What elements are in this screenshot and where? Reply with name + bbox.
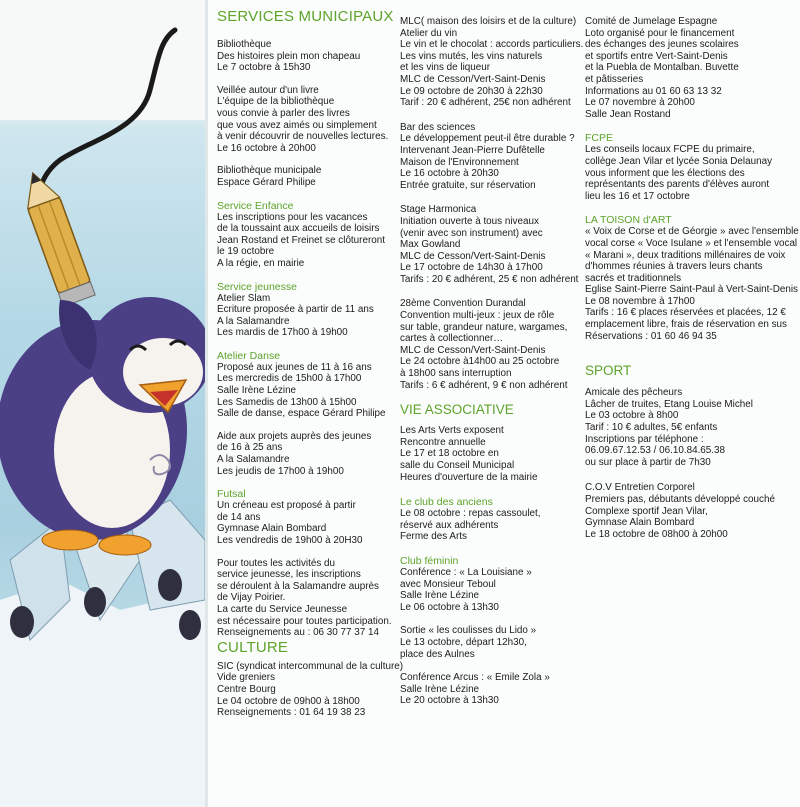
text-line: Inscriptions par téléphone :	[585, 433, 704, 445]
text-line: Salle Irène Lézine	[217, 385, 297, 397]
subheading-atelier-danse: Atelier Danse	[217, 349, 281, 362]
text-line: A la Salamandre	[217, 454, 290, 466]
item-futsal	[217, 488, 395, 546]
text-line: sacrés et traditionnels	[585, 272, 682, 284]
text-line: vous informent que les élections des	[585, 167, 745, 179]
text-line: Des histoires plein mon chapeau	[217, 50, 361, 62]
item-bibliotheque	[217, 39, 395, 74]
text-line: place des Aulnes	[400, 648, 475, 660]
item-service-enfance	[217, 200, 395, 270]
item-club-feminin	[400, 555, 580, 613]
text-line: Salle de danse, espace Gérard Philipe	[217, 408, 386, 420]
subheading-club-feminin: Club féminin	[400, 554, 459, 567]
item-club-des-anciens	[400, 496, 580, 543]
item-stage-harmonica	[400, 204, 580, 285]
text-line: de 16 à 25 ans	[217, 442, 283, 454]
text-line: Gymnase Alain Bombard	[217, 523, 327, 535]
item-sic	[217, 660, 404, 719]
text-line: que vous avez aimés ou simplement	[217, 119, 377, 131]
text-line: Espace Gérard Philipe	[217, 176, 316, 188]
text-line: Proposé aux jeunes de 11 à 16 ans	[217, 361, 372, 373]
text-line: Loto organisé pour le financement	[585, 27, 735, 39]
text-line: Convention multi-jeux : jeux de rôle	[400, 310, 555, 322]
subheading-service-enfance: Service Enfance	[217, 199, 294, 212]
section-title-culture: CULTURE	[217, 638, 289, 656]
item-arts-verts	[400, 425, 580, 483]
text-line: ou sur place à partir de 7h30	[585, 456, 711, 468]
text-line: Les Samedis de 13h00 à 15h00	[217, 396, 357, 408]
text-line: MLC( maison des loisirs et de la culture)	[400, 16, 577, 27]
text-line: Eglise Saint-Pierre Saint-Paul à Vert-Saint-Denis	[585, 284, 798, 296]
text-line: (venir avec son instrument) avec	[400, 227, 543, 239]
text-line: représentants des parents d'élèves auront	[585, 179, 770, 191]
subheading-toison-dart: LA TOISON d'ART	[585, 214, 672, 227]
text-line: Amicale des pêcheurs	[585, 387, 683, 399]
text-line: Gymnase Alain Bombard	[585, 517, 695, 529]
text-line: Salle Irène Lézine	[400, 590, 480, 602]
text-line: Max Gowland	[400, 239, 461, 251]
text-line: de la toussaint aux accueils de loisirs	[217, 223, 380, 235]
item-inscriptions-jeunesse	[217, 558, 395, 639]
text-line: d'hommes réunies à travers leurs chants	[585, 261, 763, 273]
text-line: service jeunesse, les inscriptions	[217, 569, 361, 581]
text-line: Tarifs : 20 € adhérent, 25 € non adhérent	[400, 273, 579, 285]
text-line: Jean Rostand et Freinet se clôtureront	[217, 234, 385, 246]
text-line: le 19 octobre	[217, 246, 275, 258]
text-line: Le 17 octobre de 14h30 à 17h00	[400, 262, 543, 274]
text-line: MLC de Cesson/Vert-Saint-Denis	[400, 344, 546, 356]
text-line: « Voix de Corse et de Géorgie » avec l'ensemble	[585, 226, 799, 238]
text-line: Les mardis de 17h00 à 19h00	[217, 327, 348, 339]
text-line: Les conseils locaux FCPE du primaire,	[585, 144, 755, 156]
text-line: Premiers pas, débutants développé couché	[585, 494, 775, 505]
text-line: L'équipe de la bibliothèque	[217, 96, 335, 108]
text-line: à venir découvrir de nouvelles lectures.	[217, 131, 389, 143]
text-line: Le 17 et 18 octobre en	[400, 448, 499, 460]
text-line: La carte du Service Jeunesse	[217, 603, 348, 615]
text-line: Les inscriptions pour les vacances	[217, 211, 368, 223]
subheading-club-des-anciens: Le club des anciens	[400, 496, 493, 509]
text-line: et la Puebla de Montalban. Buvette	[585, 62, 739, 74]
text-line: Conférence Arcus : « Emile Zola »	[400, 672, 550, 684]
text-line: Lâcher de truites, Etang Louise Michel	[585, 398, 753, 410]
text-line: Le 18 octobre de 08h00 à 20h00	[585, 528, 728, 540]
text-line: Tarif : 20 € adhérent, 25€ non adhérent	[400, 97, 571, 109]
text-line: Le 16 octobre à 20h00	[217, 142, 316, 154]
text-line: Ecriture proposée à partir de 11 ans	[217, 304, 374, 316]
text-line: Le 13 octobre, départ 12h30,	[400, 636, 527, 648]
item-sortie-lido	[400, 625, 580, 660]
text-line: Le 07 novembre à 20h00	[585, 97, 695, 109]
text-line: Les jeudis de 17h00 à 19h00	[217, 465, 344, 477]
text-line: Tarif : 10 € adultes, 5€ enfants	[585, 422, 718, 434]
text-line: Informations au 01 60 63 13 32	[585, 85, 722, 97]
text-line: 28ème Convention Durandal	[400, 298, 526, 310]
text-line: Le 20 octobre à 13h30	[400, 695, 499, 707]
text-line: MLC de Cesson/Vert-Saint-Denis	[400, 73, 546, 85]
text-line: Stage Harmonica	[400, 204, 477, 216]
text-line: Tarifs : 16 € places réservées et placées, 12 €	[585, 307, 786, 319]
item-amicale-pecheurs	[585, 387, 795, 468]
text-line: Le 06 octobre à 13h30	[400, 601, 499, 613]
item-conference-arcus	[400, 672, 580, 707]
item-mlc-atelier-vin	[400, 16, 584, 109]
text-line: Le 7 octobre à 15h30	[217, 62, 311, 74]
item-convention-durandal	[400, 298, 580, 391]
item-atelier-danse	[217, 350, 395, 420]
text-line: Centre Bourg	[217, 683, 276, 695]
text-line: A la régie, en mairie	[217, 257, 305, 269]
text-line: Conférence : « La Louisiane »	[400, 566, 532, 578]
text-line: Entrée gratuite, sur réservation	[400, 179, 536, 191]
text-line: de Vijay Poirier.	[217, 592, 286, 604]
subheading-fcpe: FCPE	[585, 132, 614, 145]
text-line: et les vins de liqueur	[400, 62, 491, 74]
column-culture-associations	[400, 16, 584, 707]
text-line: Sortie « les coulisses du Lido »	[400, 625, 537, 637]
text-line: Les mercredis de 15h00 à 17h00	[217, 373, 362, 385]
item-comite-jumelage	[585, 16, 795, 120]
text-line: Bibliothèque	[217, 39, 272, 50]
text-line: Comité de Jumelage Espagne	[585, 16, 718, 27]
text-line: Le 04 octobre de 09h00 à 18h00	[217, 695, 360, 707]
text-line: Le 03 octobre à 8h00	[585, 410, 679, 422]
text-line: Maison de l'Environnement	[400, 156, 519, 168]
text-line: Renseignements au : 06 30 77 37 14	[217, 627, 379, 639]
text-line: Le 08 novembre à 17h00	[585, 295, 695, 307]
item-bar-des-sciences	[400, 122, 580, 192]
section-title-services-municipaux: SERVICES MUNICIPAUX	[217, 8, 394, 25]
item-bibliotheque-municipale	[217, 165, 395, 188]
text-line: Bibliothèque municipale	[217, 165, 322, 177]
penguin-illustration	[0, 0, 205, 807]
text-line: Initiation ouverte à tous niveaux	[400, 215, 539, 227]
text-line: Salle Irène Lézine	[400, 683, 480, 695]
text-line: Les vendredis de 19h00 à 20H30	[217, 535, 363, 546]
text-line: Le 09 octobre de 20h30 à 22h30	[400, 85, 543, 97]
text-line: sur table, grandeur nature, wargames,	[400, 321, 568, 333]
text-line: Renseignements : 01 64 19 38 23	[217, 707, 366, 719]
item-service-jeunesse	[217, 281, 395, 339]
text-line: Le vin et le chocolat : accords particuliers.	[400, 39, 584, 51]
text-line: Heures d'ouverture de la mairie	[400, 471, 538, 483]
text-line: 06.09.67.12.53 / 06.10.84.65.38	[585, 445, 726, 457]
text-line: Bar des sciences	[400, 121, 476, 133]
text-line: vous convie à parler des livres	[217, 107, 350, 119]
text-line: Aide aux projets auprès des jeunes	[217, 430, 372, 442]
subheading-service-jeunesse: Service jeunesse	[217, 280, 297, 293]
text-line: à 18h00 sans interruption	[400, 368, 512, 380]
section-title-sport: SPORT	[585, 363, 632, 379]
text-line: est nécessaire pour toutes participation.	[217, 615, 392, 627]
text-line: réservé aux adhérents	[400, 519, 499, 531]
text-line: Réservations : 01 60 46 94 35	[585, 330, 717, 342]
text-line: Veillée autour d'un livre	[217, 84, 319, 96]
text-line: lieu les 16 et 17 octobre	[585, 190, 690, 202]
column-divider	[205, 0, 208, 807]
text-line: Atelier du vin	[400, 27, 458, 39]
item-toison-dart	[585, 214, 799, 342]
text-line: Le développement peut-il être durable ?	[400, 133, 575, 145]
text-line: Tarifs : 6 € adhérent, 9 € non adhérent	[400, 379, 568, 391]
column-associations-sport	[585, 16, 799, 540]
text-line: avec Monsieur Teboul	[400, 578, 496, 590]
text-line: Le 16 octobre à 20h30	[400, 168, 499, 180]
text-line: vocal corse « Voce Isulane » et l'ensemble vocal	[585, 237, 798, 249]
text-line: se déroulent à la Salamandre auprès	[217, 580, 379, 592]
text-line: Les Arts Verts exposent	[400, 425, 504, 437]
text-line: Les vins mutés, les vins naturels	[400, 50, 543, 62]
text-line: Atelier Slam	[217, 292, 271, 304]
item-veillee	[217, 85, 395, 155]
section-title-vie-associative: VIE ASSOCIATIVE	[400, 402, 514, 418]
text-line: Le 08 octobre : repas cassoulet,	[400, 508, 541, 520]
item-cov	[585, 482, 795, 540]
text-line: Rencontre annuelle	[400, 436, 486, 448]
column-services-culture	[217, 8, 404, 719]
text-line: SIC (syndicat intercommunal de la culture)	[217, 660, 404, 672]
text-line: des échanges des jeunes scolaires	[585, 39, 739, 51]
text-line: C.O.V Entretien Corporel	[585, 482, 695, 494]
item-fcpe	[585, 132, 795, 202]
text-line: Ferme des Arts	[400, 531, 467, 543]
text-line: Vide greniers	[217, 672, 276, 684]
text-line: et pâtisseries	[585, 73, 644, 85]
text-line: et sportifs entre Vert-Saint-Denis	[585, 50, 728, 62]
text-line: Un créneau est proposé à partir	[217, 500, 356, 512]
subheading-futsal: Futsal	[217, 488, 246, 501]
text-line: A la Salamandre	[217, 315, 290, 327]
text-line: MLC de Cesson/Vert-Saint-Denis	[400, 250, 546, 262]
text-line: salle du Conseil Municipal	[400, 460, 515, 471]
text-line: Complexe sportif Jean Vilar,	[585, 505, 708, 517]
text-line: Intervenant Jean-Pierre Dufêtelle	[400, 144, 545, 156]
text-line: cartes à collectionner…	[400, 333, 504, 345]
text-line: Le 24 octobre à14h00 au 25 octobre	[400, 356, 560, 368]
penguin-artwork	[0, 0, 205, 807]
item-aide-projets	[217, 431, 395, 477]
text-line: emplacement libre, frais de réservation en sus	[585, 319, 787, 331]
text-line: de 14 ans	[217, 511, 261, 523]
text-line: collège Jean Vilar et lycée Sonia Delaunay	[585, 155, 773, 167]
text-line: Salle Jean Rostand	[585, 108, 671, 120]
text-line: Pour toutes les activités du	[217, 557, 336, 569]
text-line: « Marani », deux traditions millénaires de voix	[585, 249, 786, 261]
